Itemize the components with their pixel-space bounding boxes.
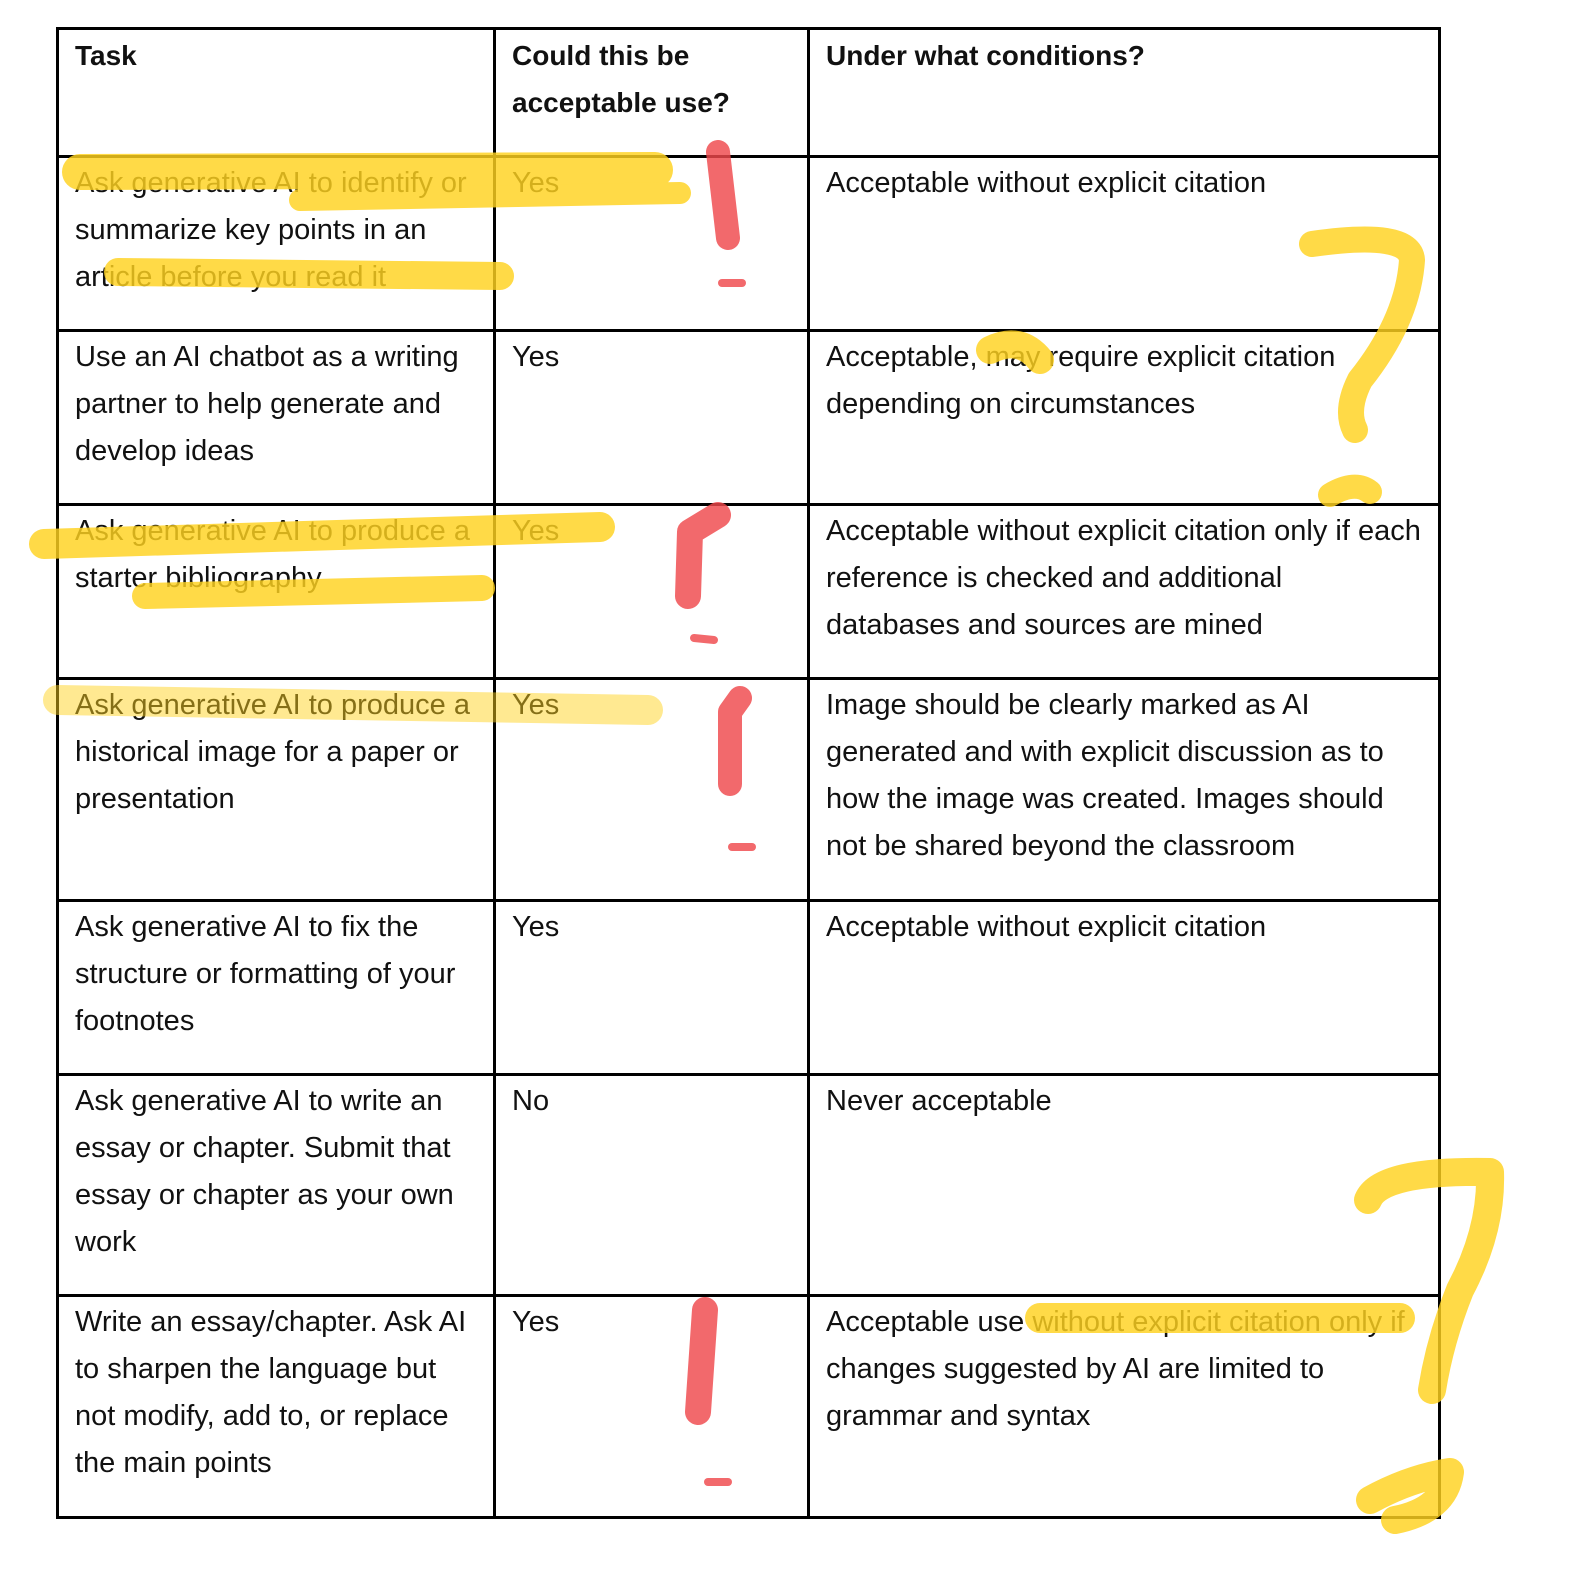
acceptable-cell: Yes: [495, 679, 809, 901]
conditions-cell: Acceptable use without explicit citation only if changes suggested by AI are limited to grammar and syntax: [809, 1296, 1440, 1518]
conditions-cell: Acceptable, may require explicit citation depending on circumstances: [809, 331, 1440, 505]
conditions-cell: Acceptable without explicit citation: [809, 901, 1440, 1075]
acceptable-cell: Yes: [495, 901, 809, 1075]
task-cell: Ask generative AI to fix the structure or formatting of your footnotes: [58, 901, 495, 1075]
ai-use-table: [56, 27, 1441, 1519]
acceptable-cell: Yes: [495, 1296, 809, 1518]
task-cell: Ask generative AI to produce a starter bibliography: [58, 505, 495, 679]
task-cell: Write an essay/chapter. Ask AI to sharpen the language but not modify, add to, or replace the main points: [58, 1296, 495, 1518]
header-conditions: Under what conditions?: [809, 29, 1440, 157]
task-cell: Ask generative AI to write an essay or chapter. Submit that essay or chapter as your own work: [58, 1075, 495, 1296]
conditions-cell: Acceptable without explicit citation only if each reference is checked and additional databases and sources are mined: [809, 505, 1440, 679]
conditions-cell: Image should be clearly marked as AI generated and with explicit discussion as to how the image was created. Images should not be shared beyond the classroom: [809, 679, 1440, 901]
acceptable-cell: Yes: [495, 505, 809, 679]
acceptable-cell: No: [495, 1075, 809, 1296]
table-row: [58, 1296, 1440, 1518]
acceptable-cell: Yes: [495, 331, 809, 505]
task-cell: Ask generative AI to identify or summarize key points in an article before you read it: [58, 157, 495, 331]
task-cell: Ask generative AI to produce a historical image for a paper or presentation: [58, 679, 495, 901]
table-row: [58, 157, 1440, 331]
conditions-cell: Never acceptable: [809, 1075, 1440, 1296]
table-row: [58, 505, 1440, 679]
header-task: Task: [58, 29, 495, 157]
table-row: [58, 1075, 1440, 1296]
acceptable-cell: Yes: [495, 157, 809, 331]
header-row: [58, 29, 1440, 157]
conditions-cell: Acceptable without explicit citation: [809, 157, 1440, 331]
table-row: [58, 901, 1440, 1075]
task-cell: Use an AI chatbot as a writing partner to help generate and develop ideas: [58, 331, 495, 505]
table-row: [58, 331, 1440, 505]
header-acceptable: Could this be acceptable use?: [495, 29, 809, 157]
table-row: [58, 679, 1440, 901]
